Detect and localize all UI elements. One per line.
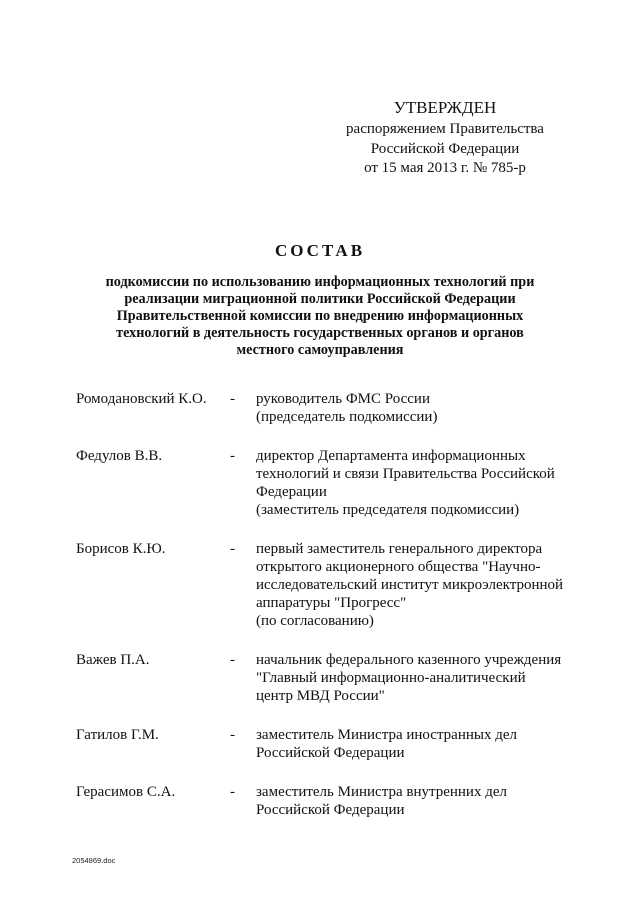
member-row: [76, 651, 576, 705]
member-position-line: (заместитель председателя подкомиссии): [256, 502, 520, 518]
member-name: Герасимов С.А.: [76, 784, 176, 800]
member-position-line: заместитель Министра иностранных дел: [256, 727, 517, 743]
member-position-line: аппаратуры "Прогресс": [256, 595, 407, 611]
member-position-line: исследовательский институт микроэлектронной: [256, 577, 564, 593]
member-name: Борисов К.Ю.: [76, 541, 166, 557]
member-position: [256, 540, 576, 630]
member-row: [76, 783, 576, 819]
member-position-line: первый заместитель генерального директора: [256, 541, 543, 557]
member-list: [76, 390, 576, 840]
member-position-line: (председатель подкомиссии): [256, 409, 438, 425]
member-position-line: заместитель Министра внутренних дел: [256, 784, 507, 800]
subtitle-line: реализации миграционной политики Российской Федерации: [124, 291, 516, 307]
member-dash: -: [230, 652, 235, 668]
member-position: [256, 783, 576, 819]
approval-heading: УТВЕРЖДЕН: [393, 98, 497, 117]
subtitle-line: Правительственной комиссии по внедрению информационных: [116, 308, 524, 324]
subtitle-line: подкомиссии по использованию информационных технологий при: [105, 274, 535, 290]
subtitle-line: технологий в деятельность государственных органов и органов: [116, 325, 524, 341]
member-row: [76, 390, 576, 426]
member-position: [256, 447, 576, 519]
member-position-line: Российской Федерации: [256, 802, 405, 818]
member-name: Гатилов Г.М.: [76, 727, 159, 743]
member-row: [76, 726, 576, 762]
member-name: Важев П.А.: [76, 652, 150, 668]
member-name: Федулов В.В.: [76, 448, 163, 464]
member-position-line: центр МВД России": [256, 688, 385, 704]
member-position-line: "Главный информационно-аналитический: [256, 670, 526, 686]
member-position-line: руководитель ФМС России: [256, 391, 430, 407]
member-row: [76, 540, 576, 630]
member-position-line: начальник федерального казенного учреждения: [256, 652, 562, 668]
member-dash: -: [230, 784, 235, 800]
member-name: Ромодановский К.О.: [76, 391, 207, 407]
member-position-line: технологий и связи Правительства Российской: [256, 466, 555, 482]
member-position-line: Федерации: [256, 484, 327, 500]
document-title: СОСТАВ: [274, 241, 366, 260]
subtitle-line: местного самоуправления: [236, 342, 404, 358]
member-position: [256, 726, 576, 762]
document-title-block: [60, 240, 580, 359]
member-row: [76, 447, 576, 519]
member-dash: -: [230, 727, 235, 743]
approval-line: распоряжением Правительства: [346, 121, 544, 137]
member-position: [256, 390, 576, 426]
member-dash: -: [230, 391, 235, 407]
member-position-line: (по согласованию): [256, 613, 374, 629]
member-position: [256, 651, 576, 705]
approval-line: от 15 мая 2013 г. № 785-р: [364, 160, 526, 176]
file-reference: 2054869.doc: [72, 856, 116, 865]
member-dash: -: [230, 448, 235, 464]
approval-block: [320, 98, 570, 179]
member-position-line: открытого акционерного общества "Научно-: [256, 559, 541, 575]
member-position-line: директор Департамента информационных: [256, 448, 526, 464]
member-position-line: Российской Федерации: [256, 745, 405, 761]
approval-line: Российской Федерации: [370, 140, 520, 157]
member-dash: -: [230, 541, 235, 557]
